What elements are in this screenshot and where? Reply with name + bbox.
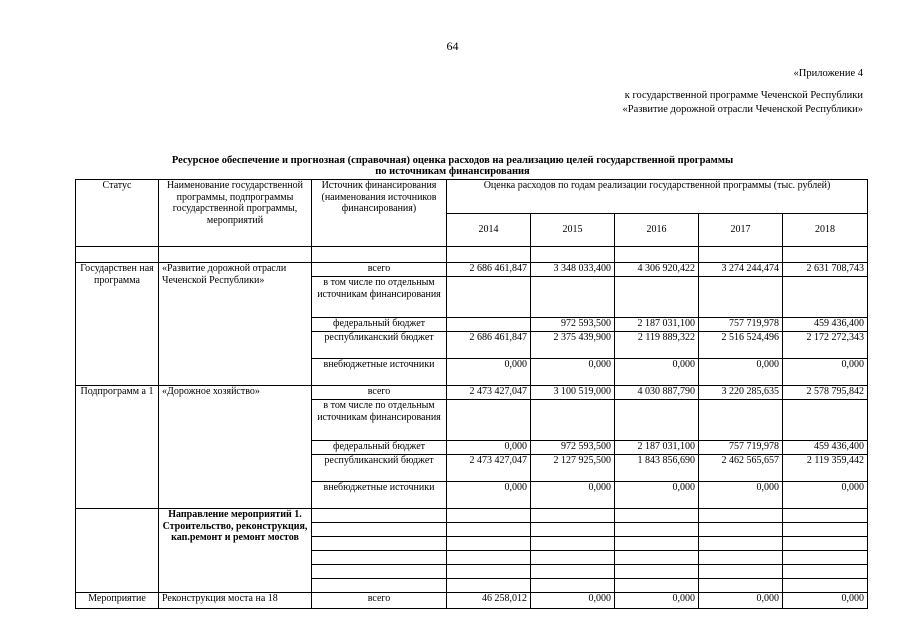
source-cell: всего [312, 593, 447, 609]
funding-table [75, 179, 868, 609]
spacer-row [76, 247, 868, 263]
header-source: Источник финансирования (наименования источников финансирования) [312, 180, 447, 247]
value-cell: 2 686 461,847 [447, 263, 531, 277]
value-cell: 2 516 524,496 [699, 332, 783, 359]
value-cell: 2 119 359,442 [783, 455, 868, 482]
appendix-line-3: «Развитие дорожной отрасли Чеченской Республики» [622, 104, 863, 115]
appendix-note [623, 67, 863, 117]
value-cell: 459 436,400 [783, 441, 868, 455]
year-2015: 2015 [531, 214, 615, 247]
measure-status: Мероприятие [76, 593, 159, 609]
value-cell: 2 578 795,842 [783, 386, 868, 400]
source-cell: в том числе по отдельным источникам финансирования [312, 400, 447, 441]
value-cell: 0,000 [447, 359, 531, 386]
value-cell: 2 473 427,047 [447, 386, 531, 400]
appendix-line-2: к государственной программе Чеченской Республики [624, 90, 863, 101]
value-cell: 459 436,400 [783, 318, 868, 332]
value-cell: 0,000 [699, 359, 783, 386]
value-cell: 0,000 [699, 593, 783, 609]
value-cell: 4 030 887,790 [615, 386, 699, 400]
table-row [76, 263, 868, 277]
year-2016: 2016 [615, 214, 699, 247]
value-cell: 3 220 285,635 [699, 386, 783, 400]
value-cell: 3 348 033,400 [531, 263, 615, 277]
value-cell: 2 172 272,343 [783, 332, 868, 359]
value-cell: 0,000 [447, 482, 531, 509]
value-cell: 0,000 [615, 482, 699, 509]
value-cell: 0,000 [699, 482, 783, 509]
source-cell: республиканский бюджет [312, 455, 447, 482]
header-row [76, 180, 868, 214]
table-row [76, 509, 868, 523]
header-estimate: Оценка расходов по годам реализации государственной программы (тыс. рублей) [447, 180, 868, 214]
value-cell: 0,000 [531, 593, 615, 609]
value-cell: 0,000 [531, 359, 615, 386]
page-number: 64 [446, 39, 459, 53]
title-line-1: Ресурсное обеспечение и прогнозная (справочная) оценка расходов на реализацию целей государственной программы [171, 155, 734, 166]
value-cell: 0,000 [783, 593, 868, 609]
year-2018: 2018 [783, 214, 868, 247]
value-cell: 0,000 [783, 359, 868, 386]
value-cell: 2 462 565,657 [699, 455, 783, 482]
source-cell: всего [312, 386, 447, 400]
value-cell: 3 100 519,000 [531, 386, 615, 400]
value-cell [447, 318, 531, 332]
appendix-line-1: «Приложение 4 [793, 68, 863, 79]
direction-name: Направление мероприятий 1. Строительство, реконструкция, кап.ремонт и ремонт мостов [159, 509, 312, 593]
value-cell: 0,000 [531, 482, 615, 509]
year-2017: 2017 [699, 214, 783, 247]
source-cell: внебюджетные источники [312, 359, 447, 386]
value-cell: 757 719,978 [699, 441, 783, 455]
value-cell: 2 119 889,322 [615, 332, 699, 359]
source-cell: внебюджетные источники [312, 482, 447, 509]
value-cell: 757 719,978 [699, 318, 783, 332]
value-cell: 1 843 856,690 [615, 455, 699, 482]
value-cell: 2 187 031,100 [615, 318, 699, 332]
table-row [76, 386, 868, 400]
source-cell: республиканский бюджет [312, 332, 447, 359]
value-cell: 46 258,012 [447, 593, 531, 609]
value-cell: 972 593,500 [531, 318, 615, 332]
source-cell: в том числе по отдельным источникам финансирования [312, 277, 447, 318]
header-status: Статус [76, 180, 159, 247]
document-title [0, 155, 905, 177]
header-name: Наименование государственной программы, подпрограммы государственной программы, мероприятий [159, 180, 312, 247]
value-cell: 2 375 439,900 [531, 332, 615, 359]
year-2014: 2014 [447, 214, 531, 247]
value-cell: 0,000 [783, 482, 868, 509]
subprogram-status: Подпрограмм а 1 [76, 386, 159, 509]
value-cell: 972 593,500 [531, 441, 615, 455]
value-cell: 2 686 461,847 [447, 332, 531, 359]
value-cell: 2 127 925,500 [531, 455, 615, 482]
table-row [76, 593, 868, 609]
value-cell: 2 187 031,100 [615, 441, 699, 455]
value-cell: 2 631 708,743 [783, 263, 868, 277]
value-cell: 3 274 244,474 [699, 263, 783, 277]
value-cell: 0,000 [615, 359, 699, 386]
value-cell: 2 473 427,047 [447, 455, 531, 482]
program-status: Государствен ная программа [76, 263, 159, 386]
measure-name: Реконструкция моста на 18 [159, 593, 312, 609]
source-cell: всего [312, 263, 447, 277]
program-name: «Развитие дорожной отрасли Чеченской Республики» [159, 263, 312, 386]
source-cell: федеральный бюджет [312, 318, 447, 332]
title-line-2: по источникам финансирования [375, 166, 530, 177]
value-cell: 0,000 [447, 441, 531, 455]
value-cell: 4 306 920,422 [615, 263, 699, 277]
subprogram-name: «Дорожное хозяйство» [159, 386, 312, 509]
value-cell: 0,000 [615, 593, 699, 609]
source-cell: федеральный бюджет [312, 441, 447, 455]
